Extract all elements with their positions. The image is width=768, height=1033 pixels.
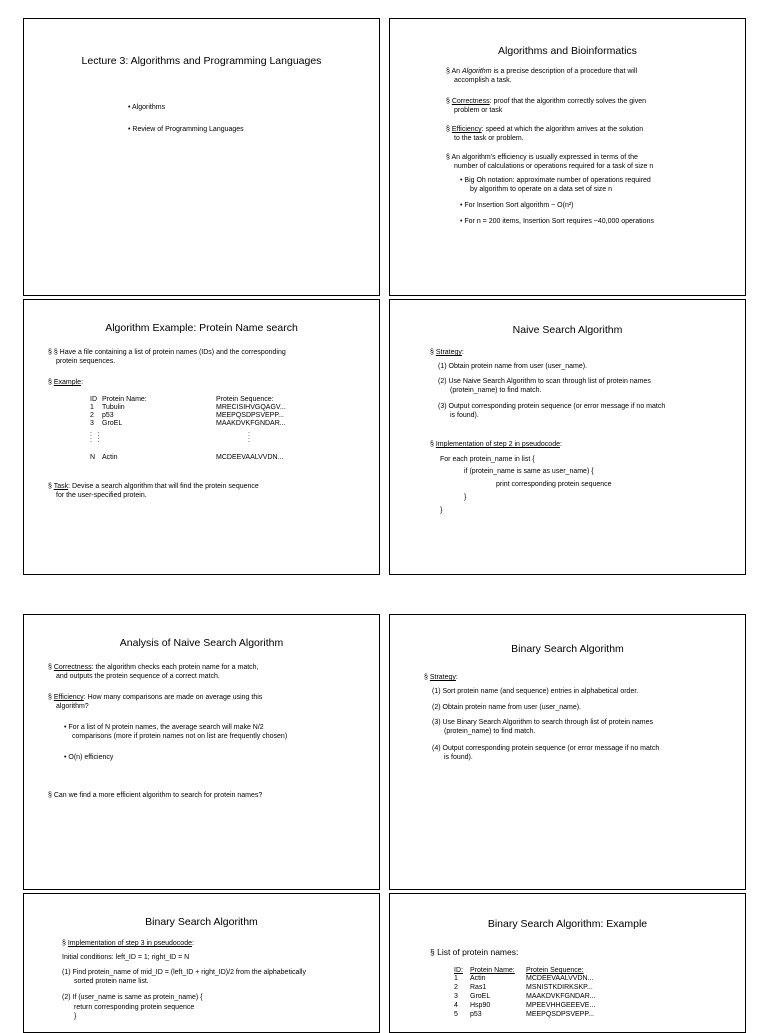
cell: p53: [102, 412, 114, 419]
term-correctness: Correctness: [53, 664, 92, 671]
text-cont: comparisons (more if protein names not on list are frequently chosen): [72, 733, 288, 740]
cell: MAAKDVKFGNDAR...: [526, 993, 596, 1000]
cell: Tubulin: [102, 404, 125, 411]
bullet-file: § § Have a file containing a list of protein names (IDs) and the corresponding: [48, 349, 286, 356]
table-header: [90, 396, 97, 404]
slide-title: Binary Search Algorithm: [511, 643, 624, 655]
cell: MSNISTKDIRKSKP...: [526, 984, 593, 991]
cell: 1: [90, 404, 94, 411]
bullet-strategy: § Strategy:: [430, 349, 464, 356]
table-header: ID:: [454, 967, 463, 974]
text: § An: [446, 68, 462, 75]
slide-6: [389, 614, 746, 890]
list-lead: § List of protein names:: [430, 947, 519, 957]
cell: 5: [454, 1011, 458, 1018]
slide-title: Algorithm Example: Protein Name search: [105, 322, 298, 334]
table-header: Protein Sequence:: [216, 396, 274, 403]
step-1: (1) Sort protein name (and sequence) entries in alphabetical order.: [432, 688, 639, 695]
term-efficiency: Efficiency: [53, 694, 84, 701]
term-example: Example: [53, 379, 82, 386]
bullet-review: • Review of Programming Languages: [128, 126, 244, 133]
text-cont: is found).: [450, 412, 479, 419]
text: : speed at which the algorithm arrives at the solution: [481, 126, 644, 133]
sub-bullet-o-n: • O(n) efficiency: [64, 754, 114, 761]
table-header: Protein Name:: [102, 396, 147, 403]
step-2: (2) Use Naive Search Algorithm to scan through list of protein names: [438, 378, 651, 385]
slide-8: [389, 893, 746, 1033]
cell: 2: [90, 412, 94, 419]
step-2: (2) Obtain protein name from user (user_name).: [432, 704, 582, 711]
sub-bullet-average: • For a list of N protein names, the average search will make N/2: [64, 724, 264, 731]
text-cont: algorithm?: [56, 703, 89, 710]
text-cont: by algorithm to operate on a data set of size n: [470, 186, 613, 193]
step-1: (1) Obtain protein name from user (user_name).: [438, 363, 588, 370]
code-line: }: [74, 1013, 77, 1020]
bullet-example: § Example:: [48, 379, 84, 386]
ellipsis-dots: : : : :: [90, 431, 100, 444]
code-line: For each protein_name in list {: [440, 456, 535, 463]
cell: 1: [454, 975, 458, 982]
cell: GroEL: [102, 420, 123, 427]
bullet-implementation: § Implementation of step 3 in pseudocode:: [62, 940, 194, 947]
col-id: ID: [90, 396, 97, 403]
text-cont: protein sequences.: [56, 358, 116, 365]
cell: Actin: [102, 454, 118, 461]
bullet-efficiency: § Efficiency: speed at which the algorithm arrives at the solution: [446, 126, 644, 133]
code-line: if (protein_name is same as user_name) {: [464, 468, 594, 475]
term-correctness: Correctness: [451, 98, 490, 105]
code-line: }: [440, 507, 443, 514]
cell: MCDEEVAALVVDN...: [216, 454, 284, 461]
code-line: print corresponding protein sequence: [496, 481, 612, 488]
step-3: (3) Use Binary Search Algorithm to search through list of protein names: [432, 719, 653, 726]
cell: 3: [90, 420, 94, 427]
slide-title: Naive Search Algorithm: [512, 324, 623, 336]
slide-title: Binary Search Algorithm: Example: [487, 918, 648, 930]
text-cont: sorted protein name list.: [74, 978, 149, 985]
bullet-strategy: § Strategy:: [424, 674, 458, 681]
text-algorithm: Algorithm: [461, 68, 492, 75]
sub-bullet-insertion: • For Insertion Sort algorithm ~ O(n²): [460, 202, 574, 209]
cell: Hsp90: [470, 1002, 491, 1009]
text-cont: to the task or problem.: [454, 135, 524, 142]
cell: MEEPQSDPSVEPP...: [526, 1011, 594, 1018]
cell: MAAKDVKFGNDAR...: [216, 420, 286, 427]
cell: MRECISIHVGQAGV...: [216, 404, 286, 411]
text: § Have a file containing a list of protein names (IDs) and the corresponding: [53, 349, 286, 356]
step-4: (4) Output corresponding protein sequence (or error message if no match: [432, 745, 660, 752]
cell: MPEEVHHGEEEVE...: [526, 1002, 596, 1009]
slide-title: Binary Search Algorithm: [145, 916, 258, 928]
bullet-algorithm-def: [446, 67, 637, 76]
term-implementation: Implementation of step 2 in pseudocode: [435, 441, 560, 448]
slide-3: [23, 299, 380, 575]
table-header: Protein Sequence:: [526, 967, 584, 974]
slide-title: Analysis of Naive Search Algorithm: [119, 637, 284, 649]
text: is a precise description of a procedure that will: [491, 68, 638, 75]
step-2: (2) If (user_name is same as protein_name) {: [62, 994, 203, 1001]
term-implementation: Implementation of step 3 in pseudocode: [67, 940, 192, 947]
text-cont: and outputs the protein sequence of a correct match.: [56, 673, 220, 680]
text-cont: (protein_name) to find match.: [450, 387, 542, 394]
cell: GroEL: [470, 993, 491, 1000]
slide-5: [23, 614, 380, 890]
bullet-algorithms: • Algorithms: [128, 104, 166, 111]
cell: MCDEEVAALVVDN...: [526, 975, 594, 982]
bullet-implementation: § Implementation of step 2 in pseudocode:: [430, 441, 562, 448]
cell: Actin: [470, 975, 486, 982]
text-cont: number of calculations or operations required for a task of size n: [454, 163, 654, 170]
text: : proof that the algorithm correctly solves the given: [489, 98, 646, 105]
text: : How many comparisons are made on average using this: [83, 694, 263, 701]
term-task: Task: [53, 483, 69, 490]
bullet-correctness: § Correctness: proof that the algorithm correctly solves the given: [446, 98, 646, 105]
text-cont: problem or task: [454, 107, 503, 114]
term-efficiency: Efficiency: [451, 126, 482, 133]
slide-1: [23, 18, 380, 296]
text-cont: is found).: [444, 754, 473, 761]
slide-title: Algorithms and Bioinformatics: [498, 45, 637, 57]
text-cont: (protein_name) to find match.: [444, 728, 536, 735]
table-header: Protein Name:: [470, 967, 515, 974]
slide-title: Lecture 3: Algorithms and Programming Languages: [81, 55, 322, 67]
step-3: (3) Output corresponding protein sequence (or error message if no match: [438, 403, 666, 410]
ellipsis-dots: : :: [248, 431, 250, 444]
cell: MEEPQSDPSVEPP...: [216, 412, 284, 419]
cell: 4: [454, 1002, 458, 1009]
text: : the algorithm checks each protein name for a match,: [91, 664, 259, 671]
slide-4: [389, 299, 746, 575]
code-line: }: [464, 494, 467, 501]
cell: p53: [470, 1011, 482, 1018]
bullet-correctness: § Correctness: the algorithm checks each protein name for a match,: [48, 664, 259, 671]
term-strategy: Strategy: [435, 349, 462, 356]
text: : Devise a search algorithm that will find the protein sequence: [68, 483, 259, 490]
text-cont: accomplish a task.: [454, 77, 512, 84]
cell: Ras1: [470, 984, 487, 991]
bullet-efficiency: § Efficiency: How many comparisons are made on average using this: [48, 694, 263, 701]
initial-conditions: Initial conditions: left_ID = 1; right_ID = N: [62, 954, 190, 961]
bullet-efficiency-expr: § An algorithm's efficiency is usually expressed in terms of the: [446, 154, 638, 161]
bullet-task: § Task: Devise a search algorithm that will find the protein sequence: [48, 483, 259, 490]
code-line: return corresponding protein sequence: [74, 1004, 195, 1011]
bullet-question: § Can we find a more efficient algorithm to search for protein names?: [48, 792, 263, 799]
sub-bullet-n200: • For n = 200 items, Insertion Sort requires ~40,000 operations: [460, 218, 654, 225]
cell: 3: [454, 993, 458, 1000]
step-1: (1) Find protein_name of mid_ID = (left_ID + right_ID)/2 from the alphabetically: [62, 969, 306, 976]
sub-bullet-big-oh: • Big Oh notation: approximate number of operations required: [460, 177, 651, 184]
cell: 2: [454, 984, 458, 991]
slide-7: [23, 893, 380, 1033]
cell: N: [90, 454, 96, 461]
slide-2: [389, 18, 746, 296]
text-cont: for the user-specified protein.: [56, 492, 147, 499]
term-strategy: Strategy: [429, 674, 456, 681]
